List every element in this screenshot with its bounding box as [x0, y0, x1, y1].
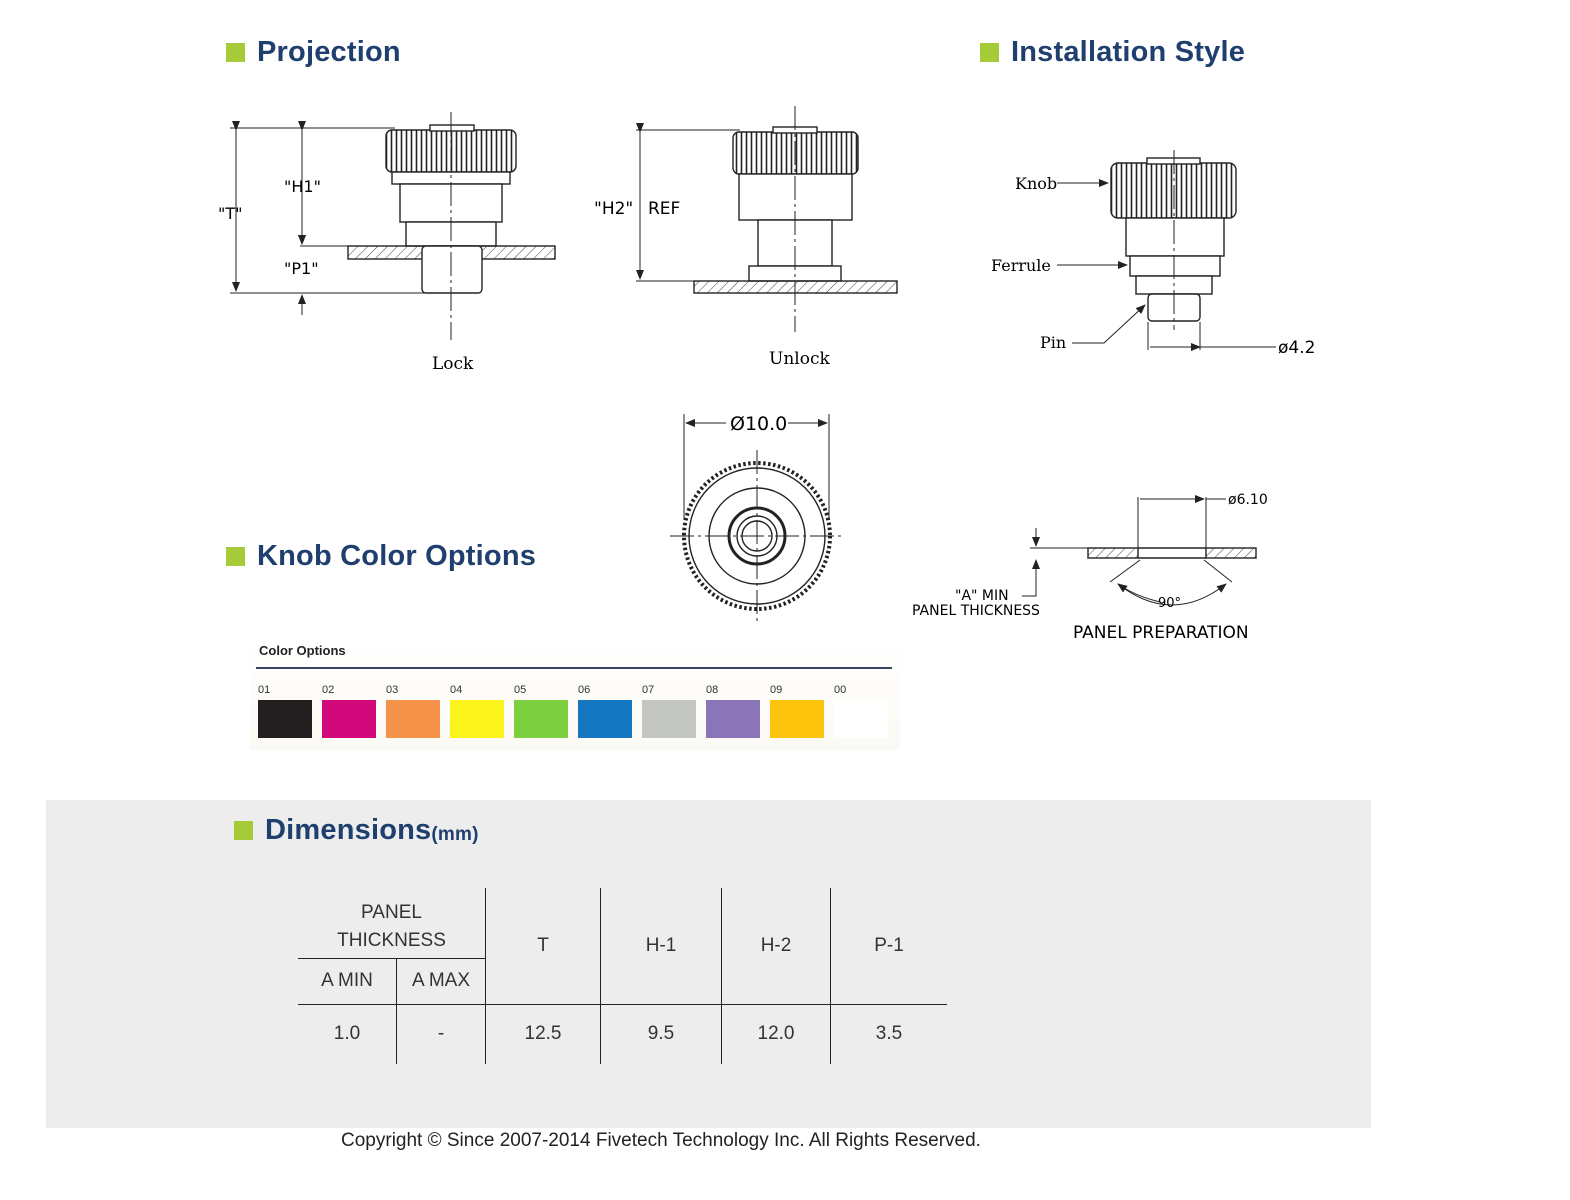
top-view	[670, 414, 844, 622]
swatch-box	[386, 700, 440, 738]
diameter-top-label: Ø10.0	[730, 413, 788, 435]
swatch-box	[322, 700, 376, 738]
color-swatch	[578, 684, 634, 738]
cell-a-max: -	[397, 1004, 486, 1064]
cell-h1: 9.5	[601, 1004, 722, 1064]
swatch-box	[834, 700, 888, 738]
lock-view	[230, 112, 555, 340]
color-swatch	[642, 684, 698, 738]
swatch-box	[770, 700, 824, 738]
label-p1: "P1"	[284, 259, 319, 278]
color-swatch	[770, 684, 826, 738]
projection-title: Projection	[257, 36, 401, 68]
header-panel: PANEL	[361, 902, 422, 923]
swatch-box	[642, 700, 696, 738]
swatch-code: 07	[642, 684, 655, 696]
label-t: "T"	[218, 204, 243, 223]
dimensions-table	[298, 888, 947, 1064]
header-t: T	[486, 888, 601, 1004]
color-swatch	[450, 684, 506, 738]
swatch-code: 03	[386, 684, 399, 696]
swatch-box	[706, 700, 760, 738]
header-thickness: THICKNESS	[298, 924, 486, 958]
swatch-code: 00	[834, 684, 847, 696]
color-swatch	[706, 684, 762, 738]
swatch-code: 06	[578, 684, 591, 696]
label-panel-preparation: PANEL PREPARATION	[1073, 623, 1249, 643]
swatch-box	[514, 700, 568, 738]
color-swatch	[258, 684, 314, 738]
installation-diagram	[1057, 150, 1276, 350]
color-options-divider	[256, 667, 892, 669]
header-h1: H-1	[601, 888, 722, 1004]
header-p1: P-1	[831, 888, 948, 1004]
label-hole-diameter: ø6.10	[1228, 492, 1268, 508]
swatch-code: 01	[258, 684, 271, 696]
dimensions-heading	[234, 814, 479, 847]
label-h2: "H2"	[594, 199, 634, 219]
cell-a-min: 1.0	[333, 1023, 361, 1045]
label-knob: Knob	[1015, 174, 1058, 193]
label-panel-thickness: PANEL THICKNESS	[912, 603, 1040, 619]
knob-colors-title: Knob Color Options	[257, 540, 537, 572]
label-h1: "H1"	[284, 177, 321, 196]
copyright-footer: Copyright © Since 2007-2014 Fivetech Technology Inc. All Rights Reserved.	[341, 1130, 981, 1151]
color-swatch	[322, 684, 378, 738]
swatch-box	[578, 700, 632, 738]
dimensions-unit: (mm)	[431, 823, 479, 845]
label-ref: REF	[648, 199, 681, 219]
swatch-box	[450, 700, 504, 738]
label-ferrule: Ferrule	[991, 256, 1051, 275]
label-pin: Pin	[1040, 333, 1067, 352]
label-pin-diameter: ø4.2	[1278, 338, 1316, 358]
swatch-code: 02	[322, 684, 335, 696]
section-bullet	[234, 821, 253, 840]
swatch-code: 05	[514, 684, 527, 696]
color-options-title: Color Options	[259, 643, 346, 658]
label-a-min: "A" MIN	[955, 588, 1009, 604]
unlock-view	[636, 106, 897, 332]
table-row	[298, 1004, 947, 1064]
color-swatch	[514, 684, 570, 738]
swatch-code: 08	[706, 684, 719, 696]
swatch-box	[258, 700, 312, 738]
cell-h2: 12.0	[722, 1004, 831, 1064]
color-options-panel	[250, 640, 900, 750]
header-a-min: A MIN	[321, 970, 373, 991]
color-swatch	[386, 684, 442, 738]
installation-title: Installation Style	[1011, 36, 1246, 68]
panel-preparation-diagram	[1022, 497, 1256, 605]
cell-t: 12.5	[486, 1004, 601, 1064]
header-a-max: A MAX	[397, 958, 486, 1004]
caption-unlock: Unlock	[769, 349, 830, 369]
dimensions-title: Dimensions	[265, 814, 432, 846]
caption-lock: Lock	[432, 354, 474, 374]
header-h2: H-2	[722, 888, 831, 1004]
table-row	[298, 888, 947, 924]
cell-p1: 3.5	[831, 1004, 948, 1064]
swatch-code: 04	[450, 684, 463, 696]
label-angle: 90°	[1158, 596, 1182, 611]
color-swatch	[834, 684, 890, 738]
swatch-code: 09	[770, 684, 783, 696]
